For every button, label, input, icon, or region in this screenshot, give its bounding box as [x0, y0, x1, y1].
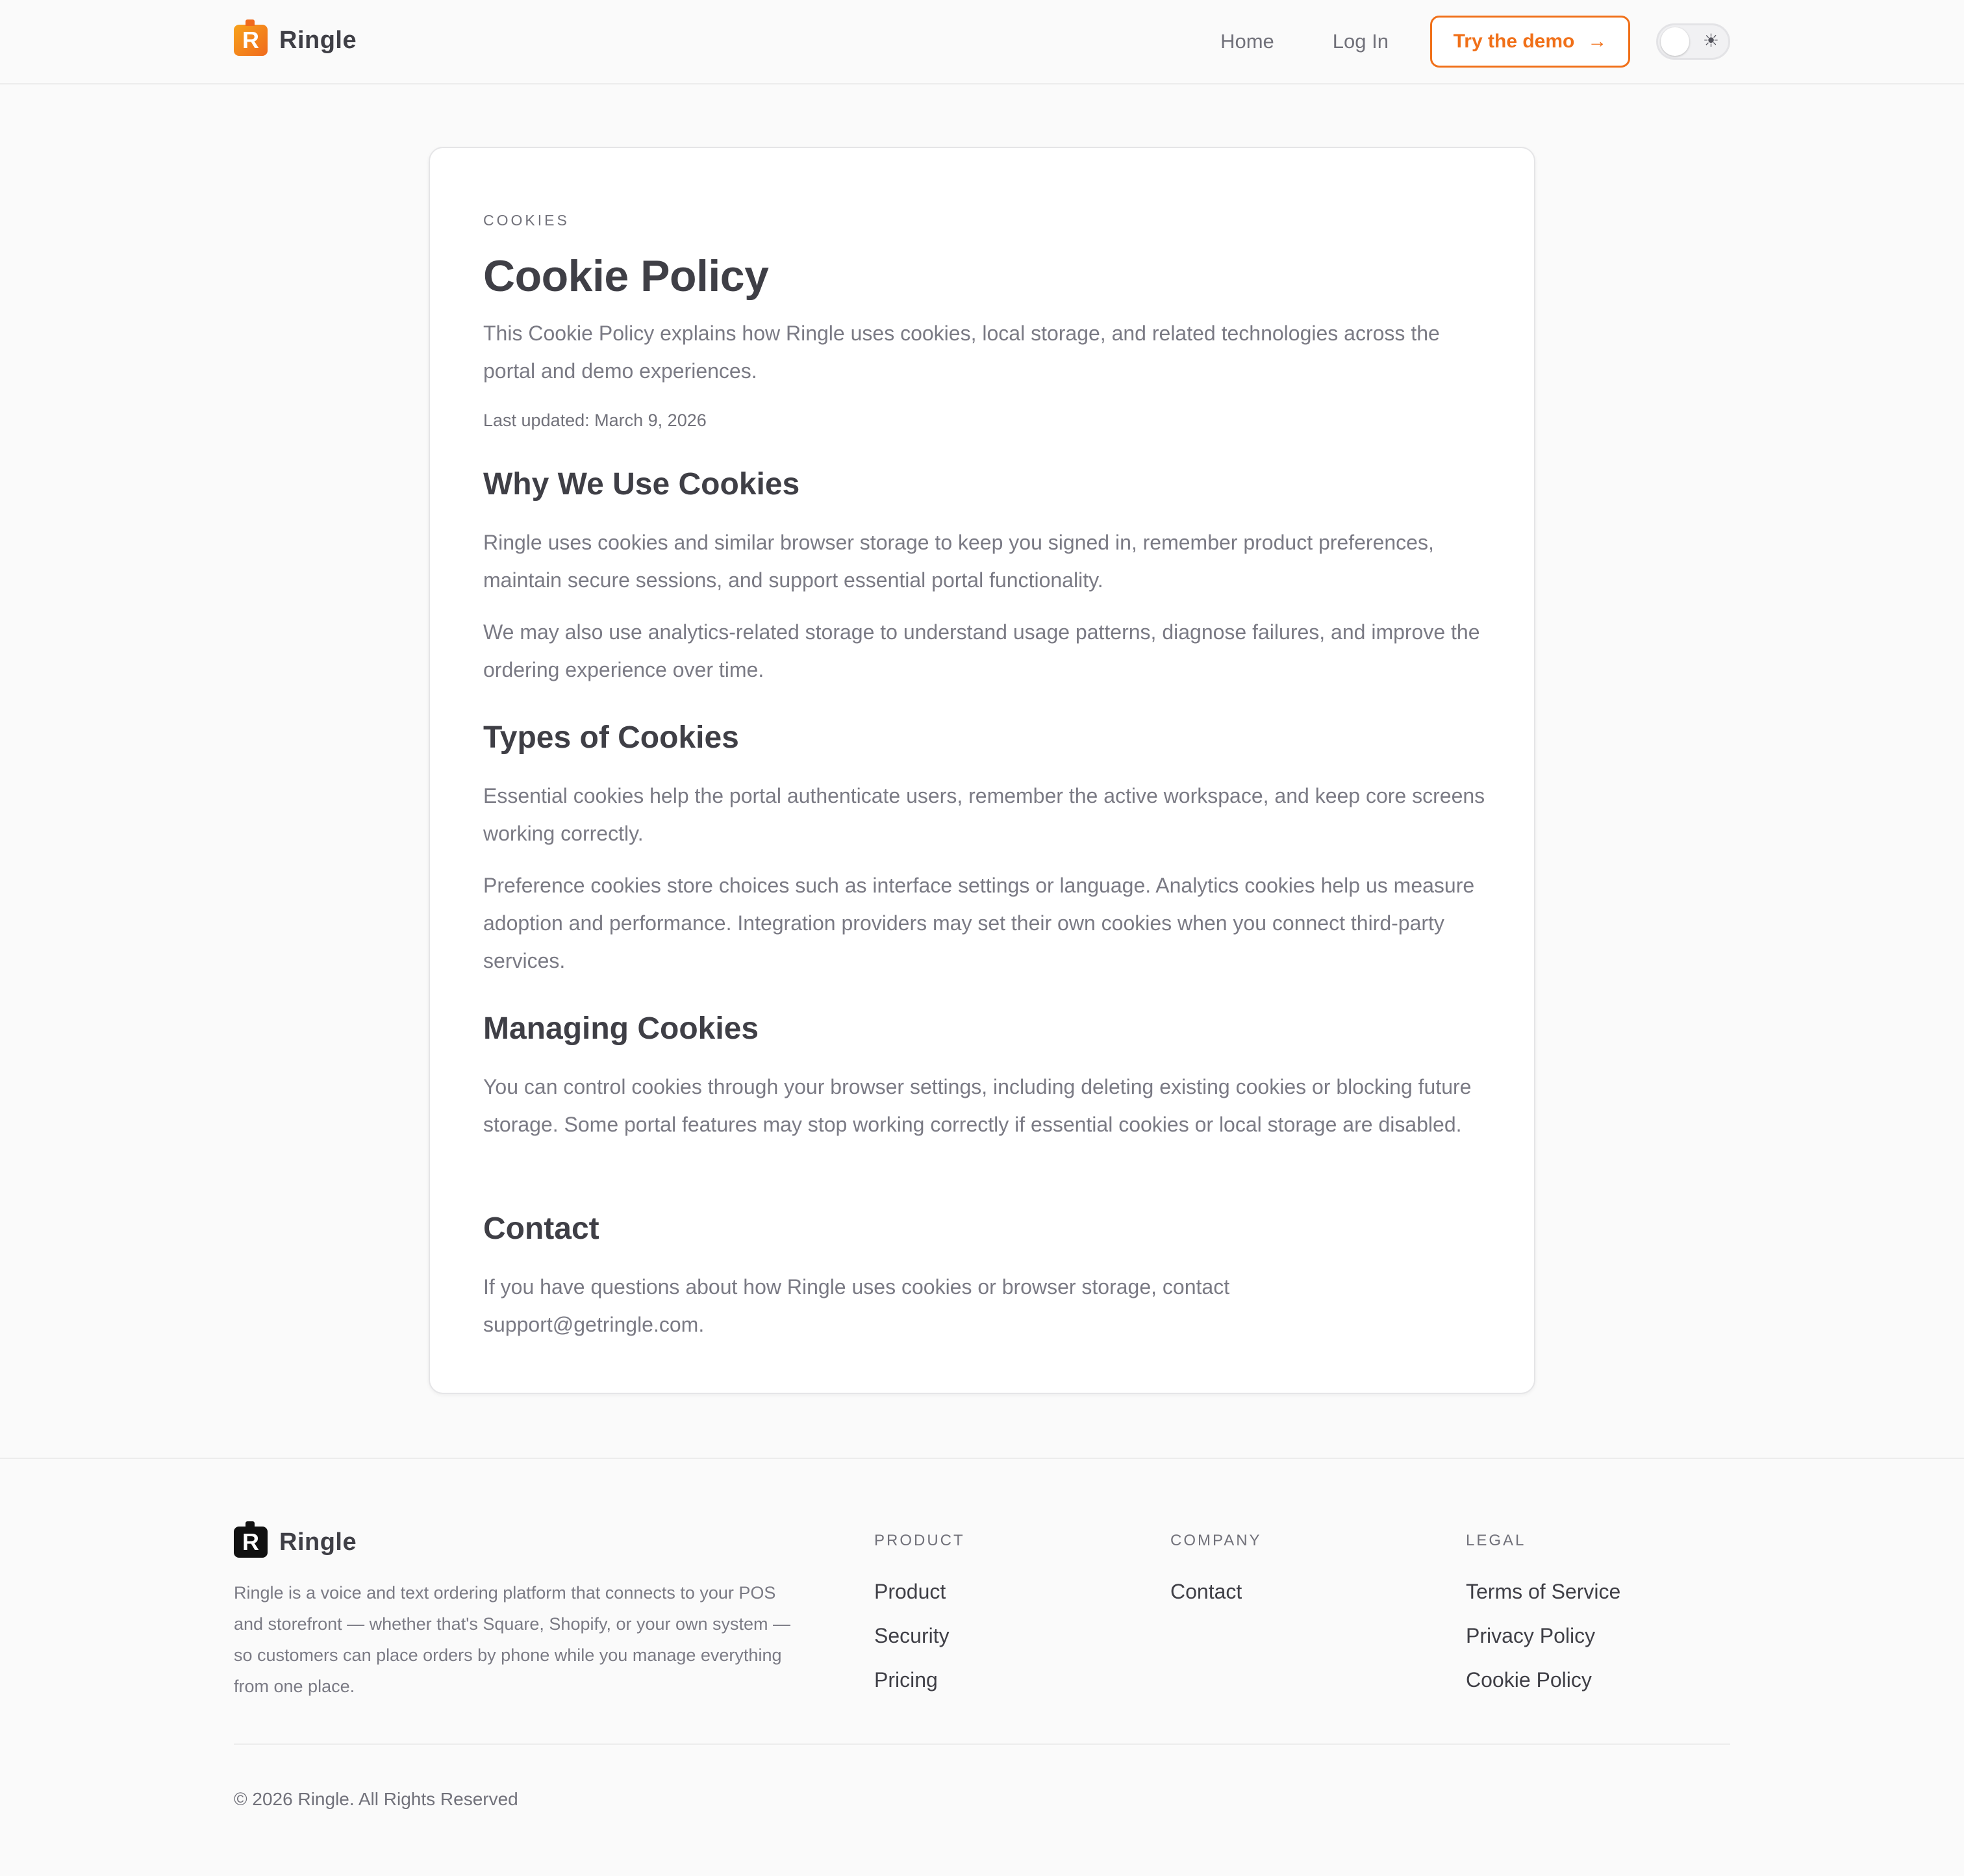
section-heading-why: Why We Use Cookies: [483, 467, 800, 501]
footer-col-legal: LEGAL: [1466, 1532, 1526, 1549]
section-paragraph: You can control cookies through your browser settings, including deleting existing cookies or blocking future storage. Some portal features may stop working correctly if essential cookies or local storage are disabled.: [483, 1075, 1472, 1136]
ringle-logo-icon: R: [234, 25, 268, 56]
footer-col-product: PRODUCT: [874, 1532, 965, 1549]
toggle-knob: [1661, 27, 1689, 56]
brand-logo[interactable]: [234, 25, 357, 56]
footer-link-contact[interactable]: Contact: [1170, 1580, 1242, 1603]
policy-card: [429, 147, 1535, 1394]
footer-link-privacy[interactable]: Privacy Policy: [1466, 1624, 1596, 1647]
section-paragraph: Ringle uses cookies and similar browser storage to keep you signed in, remember product preferences, maintain secure sessions, and support essential portal functionality.: [483, 531, 1434, 592]
intro-paragraph: This Cookie Policy explains how Ringle uses cookies, local storage, and related technologies across the portal and demo experiences.: [483, 322, 1440, 383]
section-paragraph: If you have questions about how Ringle uses cookies or browser storage, contact support@getringle.com.: [483, 1275, 1230, 1336]
try-demo-button[interactable]: [1430, 16, 1630, 68]
footer-link-security[interactable]: Security: [874, 1624, 950, 1647]
footer-divider-bottom: [234, 1743, 1730, 1745]
section-heading-types: Types of Cookies: [483, 720, 739, 755]
ringle-logo-icon: R: [234, 1527, 268, 1558]
section-paragraph: Preference cookies store choices such as interface settings or language. Analytics cookies help us measure adoption and performance. Integration providers may set their own cookies when you connect third-party services.: [483, 874, 1475, 972]
site-header: [0, 0, 1964, 84]
section-eyebrow: COOKIES: [483, 212, 570, 229]
nav-home-link[interactable]: Home: [1220, 30, 1274, 53]
footer-col-company: COMPANY: [1170, 1532, 1262, 1549]
nav-login-link[interactable]: Log In: [1332, 30, 1389, 53]
theme-toggle[interactable]: [1656, 23, 1730, 60]
section-heading-contact: Contact: [483, 1211, 599, 1246]
footer-divider-top: [0, 1458, 1964, 1459]
footer-brand[interactable]: [234, 1527, 357, 1558]
section-heading-managing: Managing Cookies: [483, 1011, 759, 1046]
footer-description: Ringle is a voice and text ordering platform that connects to your POS and storefront — whether that's Square, Shopify, or your own system — so customers can place orders by phone while you manage everything from one place.: [234, 1583, 791, 1696]
section-paragraph: Essential cookies help the portal authenticate users, remember the active workspace, and keep core screens working correctly.: [483, 784, 1485, 845]
brand-name: Ringle: [279, 26, 357, 54]
footer-link-cookie-policy[interactable]: Cookie Policy: [1466, 1668, 1592, 1692]
main-nav: [1220, 16, 1730, 68]
sun-icon: ☀: [1702, 31, 1719, 51]
arrow-right-icon: →: [1587, 31, 1607, 52]
footer-link-terms[interactable]: Terms of Service: [1466, 1580, 1621, 1603]
page-title: Cookie Policy: [483, 251, 769, 301]
copyright: © 2026 Ringle. All Rights Reserved: [234, 1789, 518, 1809]
footer-link-product[interactable]: Product: [874, 1580, 946, 1603]
try-demo-label: Try the demo: [1453, 31, 1575, 52]
footer-link-pricing[interactable]: Pricing: [874, 1668, 938, 1692]
footer-brand-name: Ringle: [279, 1528, 357, 1556]
last-updated: Last updated: March 9, 2026: [483, 411, 707, 430]
section-paragraph: We may also use analytics-related storage to understand usage patterns, diagnose failures, and improve the ordering experience over time.: [483, 620, 1480, 681]
